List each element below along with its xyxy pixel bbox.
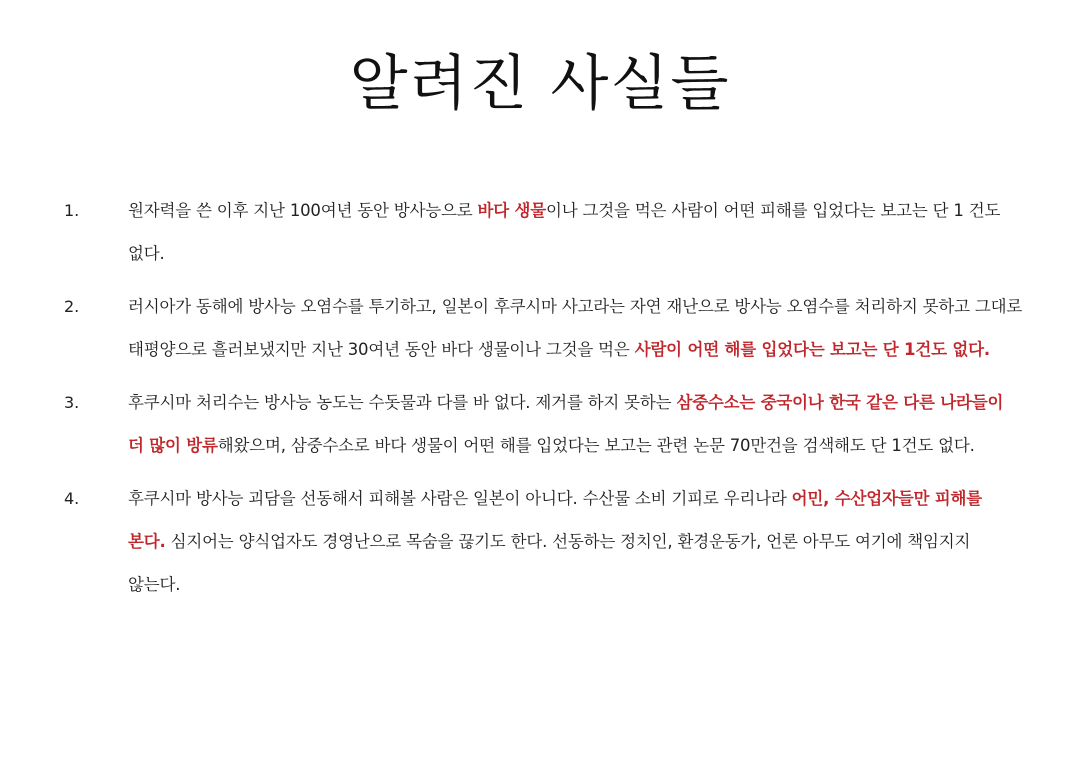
item-text bbox=[128, 285, 1024, 371]
item-number: 3. bbox=[64, 393, 80, 412]
list-item bbox=[64, 285, 1024, 371]
highlighted-text-segment: 어민, 수산업자들만 피해를 본다. bbox=[128, 489, 982, 551]
highlighted-text-segment: 바다 생물 bbox=[477, 201, 547, 220]
item-text bbox=[128, 189, 1024, 275]
text-segment: 심지어는 양식업자도 경영난으로 목숨을 끊기도 한다. 선동하는 정치인, 환경운동가, 언론 아무도 여기에 책임지지 않는다. bbox=[128, 532, 971, 594]
list-item bbox=[64, 189, 1024, 275]
page-title: 알려진 사실들 bbox=[349, 49, 731, 119]
item-text bbox=[128, 381, 1024, 467]
item-number: 1. bbox=[64, 201, 80, 220]
item-number: 4. bbox=[64, 489, 80, 508]
text-segment: 원자력을 쓴 이후 지난 100여년 동안 방사능으로 bbox=[128, 201, 478, 220]
text-segment: 이나 그것을 먹은 사람이 어떤 피해를 입었다는 보고는 단 1 건도 없다. bbox=[128, 201, 1001, 263]
highlighted-text-segment: 사람이 어떤 해를 입었다는 보고는 단 1건도 없다. bbox=[634, 340, 990, 359]
text-segment: 러시아가 동해에 방사능 오염수를 투기하고, 일본이 후쿠시마 사고라는 자연 재난으로 방사능 오염수를 처리하지 못하고 그대로 태평양으로 흘러보냈지만 지난 30여년 동안 바다 생물이나 그것을 먹은 bbox=[128, 297, 1023, 359]
list-item bbox=[64, 477, 1024, 606]
list-item bbox=[64, 381, 1024, 467]
item-number: 2. bbox=[64, 297, 80, 316]
text-segment: 해왔으며, 삼중수소로 바다 생물이 어떤 해를 입었다는 보고는 관련 논문 70만건을 검색해도 단 1건도 없다. bbox=[217, 436, 975, 455]
text-segment: 후쿠시마 방사능 괴담을 선동해서 피해볼 사람은 일본이 아니다. 수산물 소비 기피로 우리나라 bbox=[128, 489, 792, 508]
facts-list bbox=[64, 189, 1024, 616]
item-text bbox=[128, 477, 1024, 606]
highlighted-text-segment: 삼중수소는 중국이나 한국 같은 다른 나라들이 더 많이 방류 bbox=[128, 393, 1004, 455]
text-segment: 후쿠시마 처리수는 방사능 농도는 수돗물과 다를 바 없다. 제거를 하지 못하는 bbox=[128, 393, 677, 412]
